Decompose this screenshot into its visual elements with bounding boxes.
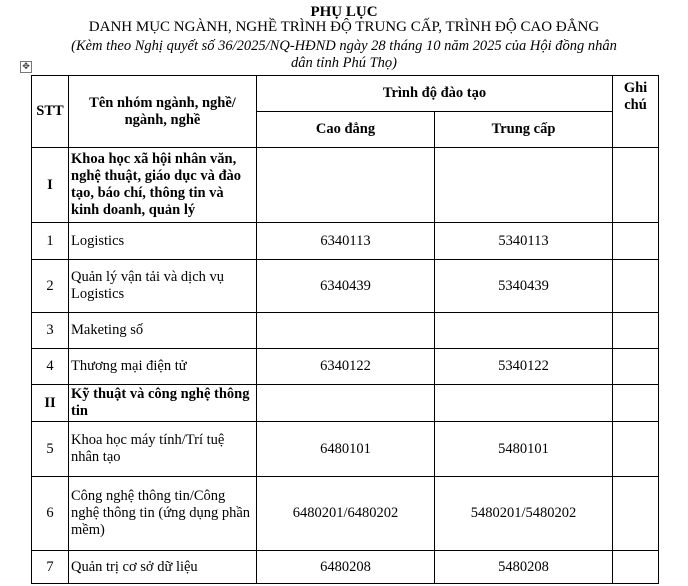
- table-row: [32, 551, 659, 584]
- appendix-title: PHỤ LỤC: [310, 4, 378, 20]
- row-note: [613, 148, 659, 223]
- occupation-table: [31, 75, 659, 584]
- row-college-code: 6340113: [257, 223, 435, 260]
- row-note: [613, 223, 659, 260]
- row-stt: 1: [32, 223, 69, 260]
- row-note: [613, 477, 659, 551]
- row-intermediate-code: [435, 385, 613, 422]
- row-note: [613, 260, 659, 313]
- row-intermediate-code: 5480201/5480202: [435, 477, 613, 551]
- header-note: Ghi chú: [613, 76, 659, 148]
- row-intermediate-code: 5340113: [435, 223, 613, 260]
- row-stt: 4: [32, 349, 69, 385]
- resolution-note: [0, 38, 688, 72]
- row-name: Logistics: [69, 223, 257, 260]
- row-name: Kỹ thuật và công nghệ thông tin: [69, 385, 257, 422]
- table-move-handle-icon[interactable]: ✥: [20, 61, 32, 73]
- resolution-note-line-2: dân tỉnh Phú Thọ): [291, 55, 397, 71]
- row-name: Công nghệ thông tin/Công nghệ thông tin (ứng dụng phần mềm): [69, 477, 257, 551]
- row-name: Quản trị cơ sở dữ liệu: [69, 551, 257, 584]
- table-row: [32, 349, 659, 385]
- row-college-code: 6480101: [257, 422, 435, 477]
- row-stt: 6: [32, 477, 69, 551]
- row-intermediate-code: [435, 148, 613, 223]
- row-name: Khoa học xã hội nhân văn, nghệ thuật, giáo dục và đào tạo, báo chí, thông tin và kinh doanh, quản lý: [69, 148, 257, 223]
- group-row: [32, 148, 659, 223]
- row-college-code: 6340122: [257, 349, 435, 385]
- row-note: [613, 385, 659, 422]
- document-subtitle: DANH MỤC NGÀNH, NGHỀ TRÌNH ĐỘ TRUNG CẤP, TRÌNH ĐỘ CAO ĐẲNG: [88, 19, 600, 35]
- row-intermediate-code: [435, 313, 613, 349]
- row-stt: 3: [32, 313, 69, 349]
- row-name: Khoa học máy tính/Trí tuệ nhân tạo: [69, 422, 257, 477]
- header-training-level: Trình độ đào tạo: [257, 76, 613, 112]
- row-stt: 7: [32, 551, 69, 584]
- row-stt: 2: [32, 260, 69, 313]
- header-college: Cao đẳng: [257, 112, 435, 148]
- group-row: [32, 385, 659, 422]
- row-note: [613, 422, 659, 477]
- row-note: [613, 551, 659, 584]
- row-college-code: [257, 313, 435, 349]
- row-college-code: 6480201/6480202: [257, 477, 435, 551]
- row-college-code: [257, 148, 435, 223]
- row-intermediate-code: 5340439: [435, 260, 613, 313]
- header-intermediate: Trung cấp: [435, 112, 613, 148]
- table-row: [32, 313, 659, 349]
- header-name: Tên nhóm ngành, nghề/ ngành, nghề: [69, 76, 257, 148]
- row-college-code: [257, 385, 435, 422]
- row-intermediate-code: 5340122: [435, 349, 613, 385]
- header-stt: STT: [32, 76, 69, 148]
- row-note: [613, 349, 659, 385]
- row-stt: 5: [32, 422, 69, 477]
- row-name: Quản lý vận tải và dịch vụ Logistics: [69, 260, 257, 313]
- row-name: Thương mại điện tử: [69, 349, 257, 385]
- row-name: Maketing số: [69, 313, 257, 349]
- resolution-note-line-1: (Kèm theo Nghị quyết số 36/2025/NQ-HĐND ngày 28 tháng 10 năm 2025 của Hội đồng nhân: [71, 38, 617, 54]
- row-college-code: 6340439: [257, 260, 435, 313]
- table-row: [32, 477, 659, 551]
- row-intermediate-code: 5480101: [435, 422, 613, 477]
- table-row: [32, 260, 659, 313]
- row-intermediate-code: 5480208: [435, 551, 613, 584]
- table-row: [32, 422, 659, 477]
- table-row: [32, 223, 659, 260]
- row-college-code: 6480208: [257, 551, 435, 584]
- row-note: [613, 313, 659, 349]
- row-stt: I: [32, 148, 69, 223]
- row-stt: II: [32, 385, 69, 422]
